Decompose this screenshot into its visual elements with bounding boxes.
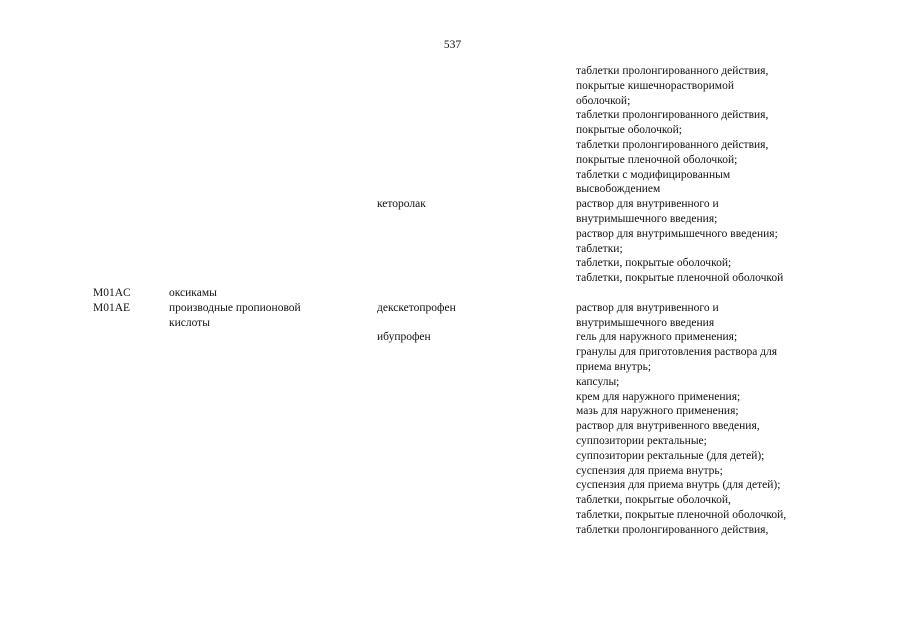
- dosage-form: крем для наружного применения;: [576, 390, 741, 403]
- page-number: 537: [443, 39, 462, 51]
- dosage-form: покрытые оболочкой;: [576, 124, 682, 137]
- dosage-form: таблетки, покрытые оболочкой,: [576, 494, 731, 507]
- dosage-form: покрытые кишечнорастворимой: [576, 79, 734, 92]
- dosage-form: таблетки, покрытые пленочной оболочкой,: [576, 509, 787, 521]
- dosage-form: оболочкой;: [576, 94, 631, 107]
- dosage-form: капсулы;: [576, 375, 620, 388]
- dosage-form: таблетки пролонгированного действия,: [576, 523, 769, 536]
- dosage-form: высвобождением: [576, 183, 661, 196]
- dosage-form: таблетки с модифицированным: [576, 168, 731, 181]
- dosage-form: раствор для внутривенного введения,: [576, 420, 760, 433]
- dosage-form: раствор для внутримышечного введения;: [576, 227, 778, 240]
- dosage-form: раствор для внутривенного и: [576, 198, 719, 211]
- group-name: производные пропионовой: [169, 301, 301, 314]
- atc-code: M01AE: [93, 301, 131, 314]
- dosage-form: гель для наружного применения;: [576, 331, 738, 344]
- dosage-form: суспензия для приема внутрь (для детей);: [576, 479, 781, 492]
- dosage-form: таблетки;: [576, 242, 623, 255]
- dosage-form: таблетки пролонгированного действия,: [576, 65, 769, 77]
- dosage-form: внутримышечного введения;: [576, 213, 718, 225]
- dosage-form: суппозитории ректальные;: [576, 435, 707, 447]
- atc-code: M01AC: [93, 287, 131, 299]
- dosage-form: покрытые пленочной оболочкой;: [576, 153, 738, 166]
- drug-name: кеторолак: [377, 198, 426, 211]
- drug-name: декскетопрофен: [377, 301, 456, 314]
- dosage-form: суспензия для приема внутрь;: [576, 464, 723, 477]
- group-name: кислоты: [169, 316, 210, 329]
- drug-name: ибупрофен: [377, 331, 431, 344]
- dosage-form: мазь для наружного применения;: [576, 405, 739, 418]
- dosage-form: раствор для внутривенного и: [576, 301, 719, 314]
- dosage-form: приема внутрь;: [576, 361, 652, 373]
- dosage-form: таблетки пролонгированного действия,: [576, 139, 769, 151]
- dosage-form: гранулы для приготовления раствора для: [576, 346, 778, 359]
- dosage-form: внутримышечного введения: [576, 316, 715, 329]
- dosage-form: таблетки, покрытые оболочкой;: [576, 257, 732, 270]
- dosage-form: таблетки, покрытые пленочной оболочкой: [576, 272, 784, 285]
- dosage-form: суппозитории ректальные (для детей);: [576, 449, 765, 462]
- group-name: оксикамы: [169, 287, 217, 299]
- dosage-form: таблетки пролонгированного действия,: [576, 109, 769, 122]
